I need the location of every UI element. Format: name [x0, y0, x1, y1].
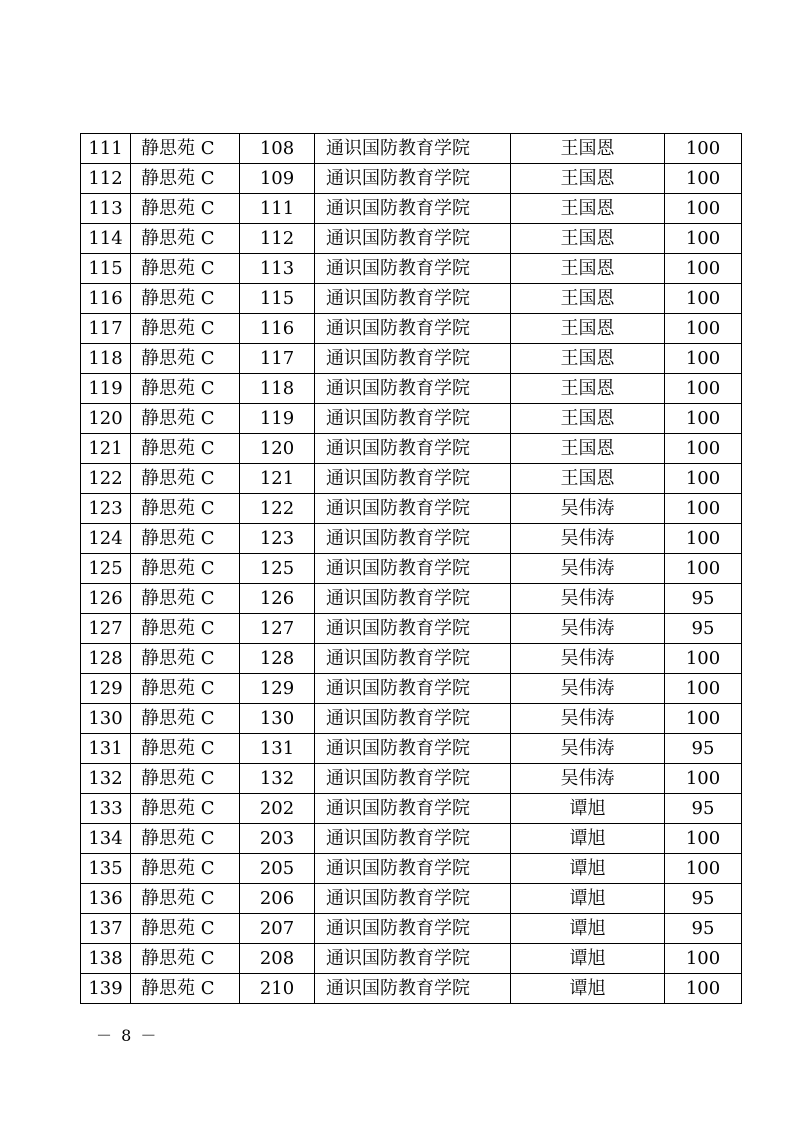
cell-counselor-name: 谭旭: [511, 914, 665, 944]
cell-counselor-name: 王国恩: [511, 134, 665, 164]
cell-college: 通识国防教育学院: [315, 824, 511, 854]
cell-counselor-name: 吴伟涛: [511, 614, 665, 644]
cell-building: 静思苑 C: [131, 584, 240, 614]
cell-serial-number: 125: [81, 554, 131, 584]
cell-serial-number: 133: [81, 794, 131, 824]
table-row: [81, 134, 742, 164]
cell-college: 通识国防教育学院: [315, 974, 511, 1004]
cell-serial-number: 119: [81, 374, 131, 404]
table-row: [81, 614, 742, 644]
cell-building: 静思苑 C: [131, 494, 240, 524]
cell-serial-number: 130: [81, 704, 131, 734]
cell-score: 100: [665, 974, 742, 1004]
table-row: [81, 314, 742, 344]
cell-college: 通识国防教育学院: [315, 494, 511, 524]
table-row: [81, 644, 742, 674]
cell-college: 通识国防教育学院: [315, 674, 511, 704]
cell-building: 静思苑 C: [131, 404, 240, 434]
cell-room-number: 117: [240, 344, 315, 374]
cell-counselor-name: 王国恩: [511, 464, 665, 494]
cell-counselor-name: 谭旭: [511, 884, 665, 914]
cell-serial-number: 118: [81, 344, 131, 374]
cell-building: 静思苑 C: [131, 674, 240, 704]
cell-building: 静思苑 C: [131, 554, 240, 584]
cell-room-number: 127: [240, 614, 315, 644]
cell-college: 通识国防教育学院: [315, 284, 511, 314]
cell-serial-number: 116: [81, 284, 131, 314]
cell-building: 静思苑 C: [131, 164, 240, 194]
table-row: [81, 524, 742, 554]
cell-counselor-name: 吴伟涛: [511, 494, 665, 524]
cell-score: 100: [665, 284, 742, 314]
cell-score: 100: [665, 254, 742, 284]
cell-serial-number: 113: [81, 194, 131, 224]
cell-counselor-name: 吴伟涛: [511, 524, 665, 554]
cell-serial-number: 129: [81, 674, 131, 704]
cell-score: 100: [665, 524, 742, 554]
cell-serial-number: 124: [81, 524, 131, 554]
cell-building: 静思苑 C: [131, 614, 240, 644]
table-row: [81, 494, 742, 524]
cell-college: 通识国防教育学院: [315, 704, 511, 734]
cell-serial-number: 114: [81, 224, 131, 254]
table-row: [81, 944, 742, 974]
cell-building: 静思苑 C: [131, 854, 240, 884]
cell-room-number: 210: [240, 974, 315, 1004]
cell-room-number: 113: [240, 254, 315, 284]
cell-building: 静思苑 C: [131, 794, 240, 824]
cell-score: 95: [665, 734, 742, 764]
table-row: [81, 794, 742, 824]
cell-counselor-name: 谭旭: [511, 944, 665, 974]
cell-college: 通识国防教育学院: [315, 194, 511, 224]
cell-serial-number: 132: [81, 764, 131, 794]
cell-score: 100: [665, 194, 742, 224]
table-row: [81, 164, 742, 194]
cell-college: 通识国防教育学院: [315, 794, 511, 824]
cell-building: 静思苑 C: [131, 734, 240, 764]
cell-counselor-name: 吴伟涛: [511, 644, 665, 674]
table-row: [81, 344, 742, 374]
cell-room-number: 112: [240, 224, 315, 254]
cell-building: 静思苑 C: [131, 944, 240, 974]
cell-building: 静思苑 C: [131, 824, 240, 854]
cell-building: 静思苑 C: [131, 284, 240, 314]
cell-score: 95: [665, 794, 742, 824]
cell-score: 100: [665, 554, 742, 584]
table-row: [81, 404, 742, 434]
table-row: [81, 464, 742, 494]
cell-score: 100: [665, 134, 742, 164]
table-row: [81, 584, 742, 614]
cell-score: 100: [665, 824, 742, 854]
cell-building: 静思苑 C: [131, 344, 240, 374]
cell-score: 100: [665, 314, 742, 344]
cell-college: 通识国防教育学院: [315, 344, 511, 374]
cell-room-number: 108: [240, 134, 315, 164]
cell-serial-number: 127: [81, 614, 131, 644]
cell-score: 95: [665, 914, 742, 944]
cell-college: 通识国防教育学院: [315, 554, 511, 584]
cell-building: 静思苑 C: [131, 974, 240, 1004]
cell-college: 通识国防教育学院: [315, 584, 511, 614]
cell-room-number: 128: [240, 644, 315, 674]
cell-serial-number: 117: [81, 314, 131, 344]
cell-serial-number: 137: [81, 914, 131, 944]
cell-score: 100: [665, 224, 742, 254]
cell-serial-number: 123: [81, 494, 131, 524]
cell-counselor-name: 吴伟涛: [511, 704, 665, 734]
cell-room-number: 116: [240, 314, 315, 344]
cell-score: 100: [665, 644, 742, 674]
cell-room-number: 121: [240, 464, 315, 494]
table-row: [81, 914, 742, 944]
cell-counselor-name: 王国恩: [511, 344, 665, 374]
cell-serial-number: 139: [81, 974, 131, 1004]
cell-college: 通识国防教育学院: [315, 134, 511, 164]
cell-building: 静思苑 C: [131, 224, 240, 254]
cell-room-number: 131: [240, 734, 315, 764]
table-row: [81, 194, 742, 224]
cell-serial-number: 134: [81, 824, 131, 854]
cell-building: 静思苑 C: [131, 704, 240, 734]
table-row: [81, 704, 742, 734]
cell-score: 100: [665, 674, 742, 704]
cell-room-number: 115: [240, 284, 315, 314]
cell-counselor-name: 吴伟涛: [511, 674, 665, 704]
cell-college: 通识国防教育学院: [315, 914, 511, 944]
cell-score: 95: [665, 884, 742, 914]
cell-college: 通识国防教育学院: [315, 314, 511, 344]
cell-building: 静思苑 C: [131, 524, 240, 554]
cell-score: 100: [665, 494, 742, 524]
cell-room-number: 120: [240, 434, 315, 464]
table-row: [81, 854, 742, 884]
cell-college: 通识国防教育学院: [315, 404, 511, 434]
cell-counselor-name: 谭旭: [511, 794, 665, 824]
cell-room-number: 126: [240, 584, 315, 614]
cell-college: 通识国防教育学院: [315, 734, 511, 764]
cell-score: 100: [665, 854, 742, 884]
cell-room-number: 205: [240, 854, 315, 884]
table-row: [81, 554, 742, 584]
cell-room-number: 207: [240, 914, 315, 944]
cell-serial-number: 126: [81, 584, 131, 614]
table-row: [81, 284, 742, 314]
cell-college: 通识国防教育学院: [315, 944, 511, 974]
cell-counselor-name: 王国恩: [511, 434, 665, 464]
cell-building: 静思苑 C: [131, 644, 240, 674]
cell-score: 95: [665, 614, 742, 644]
cell-score: 100: [665, 704, 742, 734]
cell-counselor-name: 王国恩: [511, 314, 665, 344]
cell-college: 通识国防教育学院: [315, 854, 511, 884]
cell-college: 通识国防教育学院: [315, 434, 511, 464]
cell-counselor-name: 吴伟涛: [511, 764, 665, 794]
cell-college: 通识国防教育学院: [315, 524, 511, 554]
table-row: [81, 734, 742, 764]
cell-building: 静思苑 C: [131, 374, 240, 404]
cell-counselor-name: 谭旭: [511, 974, 665, 1004]
cell-building: 静思苑 C: [131, 194, 240, 224]
cell-building: 静思苑 C: [131, 884, 240, 914]
table-row: [81, 254, 742, 284]
table-row: [81, 434, 742, 464]
cell-building: 静思苑 C: [131, 254, 240, 284]
cell-room-number: 109: [240, 164, 315, 194]
cell-college: 通识国防教育学院: [315, 374, 511, 404]
cell-counselor-name: 王国恩: [511, 164, 665, 194]
cell-room-number: 208: [240, 944, 315, 974]
table-row: [81, 674, 742, 704]
cell-room-number: 130: [240, 704, 315, 734]
cell-building: 静思苑 C: [131, 434, 240, 464]
cell-room-number: 119: [240, 404, 315, 434]
cell-room-number: 111: [240, 194, 315, 224]
cell-room-number: 122: [240, 494, 315, 524]
table-row: [81, 974, 742, 1004]
cell-counselor-name: 吴伟涛: [511, 734, 665, 764]
cell-building: 静思苑 C: [131, 464, 240, 494]
cell-counselor-name: 王国恩: [511, 254, 665, 284]
cell-score: 100: [665, 344, 742, 374]
cell-college: 通识国防教育学院: [315, 884, 511, 914]
cell-room-number: 129: [240, 674, 315, 704]
cell-counselor-name: 吴伟涛: [511, 584, 665, 614]
cell-room-number: 132: [240, 764, 315, 794]
cell-counselor-name: 王国恩: [511, 224, 665, 254]
cell-room-number: 202: [240, 794, 315, 824]
cell-college: 通识国防教育学院: [315, 224, 511, 254]
cell-serial-number: 128: [81, 644, 131, 674]
page-number: － 8 －: [96, 1026, 159, 1045]
cell-counselor-name: 王国恩: [511, 284, 665, 314]
cell-counselor-name: 吴伟涛: [511, 554, 665, 584]
cell-room-number: 118: [240, 374, 315, 404]
cell-room-number: 123: [240, 524, 315, 554]
cell-score: 100: [665, 374, 742, 404]
cell-college: 通识国防教育学院: [315, 254, 511, 284]
cell-score: 100: [665, 464, 742, 494]
cell-serial-number: 120: [81, 404, 131, 434]
cell-counselor-name: 王国恩: [511, 194, 665, 224]
cell-score: 100: [665, 944, 742, 974]
cell-building: 静思苑 C: [131, 914, 240, 944]
cell-counselor-name: 谭旭: [511, 824, 665, 854]
cell-serial-number: 135: [81, 854, 131, 884]
cell-counselor-name: 王国恩: [511, 374, 665, 404]
cell-score: 100: [665, 434, 742, 464]
cell-counselor-name: 王国恩: [511, 404, 665, 434]
cell-building: 静思苑 C: [131, 314, 240, 344]
dormitory-score-table: [80, 133, 742, 1004]
table-row: [81, 764, 742, 794]
cell-serial-number: 136: [81, 884, 131, 914]
cell-building: 静思苑 C: [131, 134, 240, 164]
table-row: [81, 824, 742, 854]
cell-score: 100: [665, 404, 742, 434]
cell-college: 通识国防教育学院: [315, 164, 511, 194]
cell-college: 通识国防教育学院: [315, 464, 511, 494]
cell-room-number: 206: [240, 884, 315, 914]
cell-college: 通识国防教育学院: [315, 644, 511, 674]
cell-serial-number: 121: [81, 434, 131, 464]
cell-serial-number: 112: [81, 164, 131, 194]
cell-score: 100: [665, 164, 742, 194]
cell-building: 静思苑 C: [131, 764, 240, 794]
cell-serial-number: 138: [81, 944, 131, 974]
cell-college: 通识国防教育学院: [315, 764, 511, 794]
cell-counselor-name: 谭旭: [511, 854, 665, 884]
cell-serial-number: 122: [81, 464, 131, 494]
cell-serial-number: 131: [81, 734, 131, 764]
cell-college: 通识国防教育学院: [315, 614, 511, 644]
table-body: [81, 134, 742, 1004]
cell-room-number: 125: [240, 554, 315, 584]
cell-serial-number: 111: [81, 134, 131, 164]
cell-score: 100: [665, 764, 742, 794]
table-row: [81, 224, 742, 254]
table-row: [81, 374, 742, 404]
cell-room-number: 203: [240, 824, 315, 854]
table-row: [81, 884, 742, 914]
cell-serial-number: 115: [81, 254, 131, 284]
cell-score: 95: [665, 584, 742, 614]
